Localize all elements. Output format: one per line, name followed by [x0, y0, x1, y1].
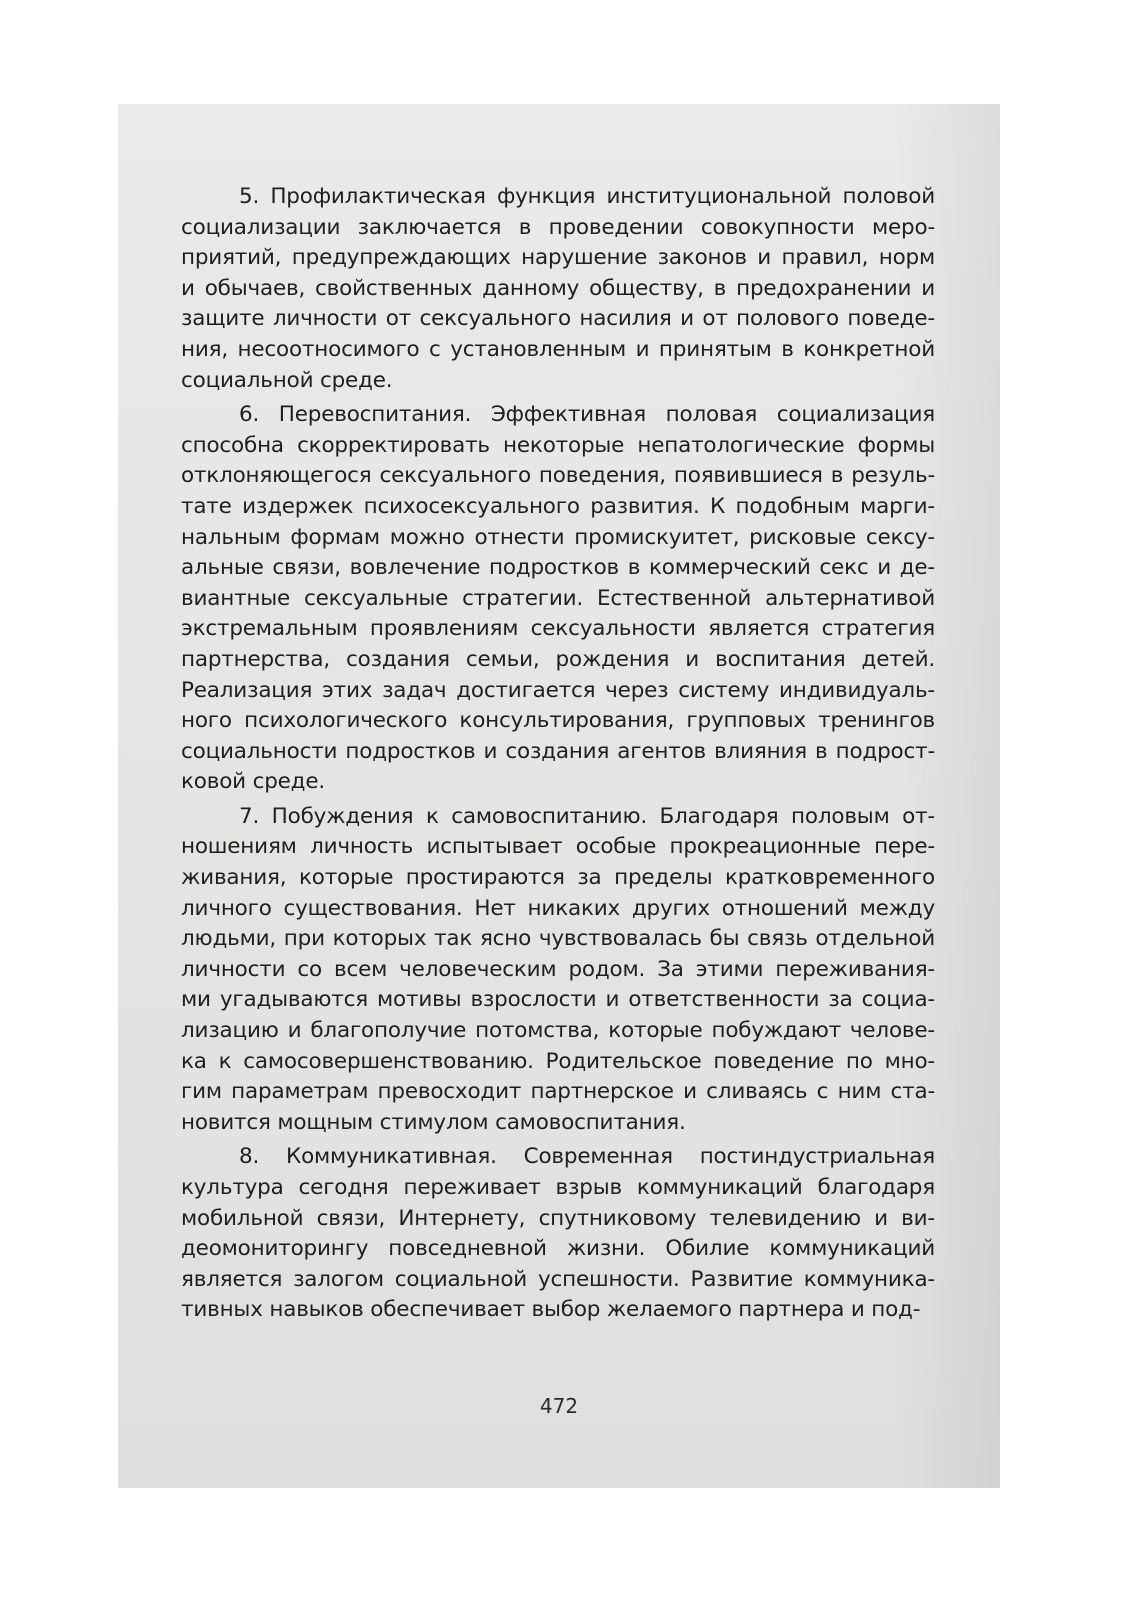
text-line: приятий, предупреждающих нарушение законов и правил, норм: [181, 245, 935, 271]
text-line: виантные сексуальные стратегии. Естественной альтернативой: [181, 585, 935, 611]
text-line: личного существования. Нет никаких других отношений между: [181, 895, 935, 921]
page-number: 472: [539, 1394, 579, 1418]
text-line: и обычаев, свойственных данному обществу, в предохранении и: [181, 275, 935, 301]
text-line: ношениям личность испытывает особые прокреационные пере-: [181, 834, 935, 860]
text-line: социальной среде.: [181, 367, 393, 393]
text-line: партнерства, создания семьи, рождения и воспитания детей.: [181, 646, 935, 672]
text-line: 8. Коммуникативная. Современная постиндустриальная: [239, 1144, 935, 1170]
text-line: личности со всем человеческим родом. За этими переживания-: [181, 956, 935, 982]
text-line: Реализация этих задач достигается через систему индивидуаль-: [181, 677, 935, 703]
text-line: альные связи, вовлечение подростков в коммерческий секс и де-: [181, 555, 935, 581]
text-line: ми угадываются мотивы взрослости и ответственности за социа-: [181, 987, 935, 1013]
text-line: 6. Перевоспитания. Эффективная половая социализация: [239, 402, 935, 428]
text-line: тивных навыков обеспечивает выбор желаемого партнера и под-: [181, 1297, 921, 1323]
text-line: ния, несоотносимого с установленным и принятым в конкретной: [181, 336, 935, 362]
text-line: защите личности от сексуального насилия и от полового поведе-: [181, 306, 935, 332]
text-line: нальным формам можно отнести промискуитет, рисковые сексу-: [181, 524, 935, 550]
text-line: способна скорректировать некоторые непатологические формы: [181, 432, 935, 458]
body-text: [181, 182, 935, 1326]
text-line: социализации заключается в проведении совокупности меро-: [181, 214, 935, 240]
paragraph: [181, 1142, 935, 1326]
text-line: ка к самосовершенствованию. Родительское поведение по мно-: [181, 1048, 935, 1074]
scanned-page: [118, 104, 1000, 1488]
text-line: тате издержек психосексуального развития. К подобным марги-: [181, 493, 935, 519]
text-line: социальности подростков и создания агентов влияния в подрост-: [181, 738, 935, 764]
text-line: является залогом социальной успешности. Развитие коммуника-: [181, 1266, 935, 1292]
text-line: новится мощным стимулом самовоспитания.: [181, 1109, 686, 1135]
paragraph: [181, 182, 935, 396]
text-line: ного психологического консультирования, групповых тренингов: [181, 708, 935, 734]
text-line: 5. Профилактическая функция институциональной половой: [239, 184, 935, 209]
text-line: 7. Побуждения к самовоспитанию. Благодаря половым от-: [239, 803, 935, 829]
text-line: мобильной связи, Интернету, спутниковому телевидению и ви-: [181, 1205, 935, 1231]
text-line: экстремальным проявлениям сексуальности является стратегия: [181, 616, 935, 642]
text-line: живания, которые простираются за пределы кратковременного: [181, 865, 935, 891]
text-line: людьми, при которых так ясно чувствовалась бы связь отдельной: [181, 926, 935, 952]
text-line: лизацию и благополучие потомства, которые побуждают челове-: [181, 1018, 935, 1044]
paragraph: [181, 400, 935, 798]
text-line: отклоняющегося сексуального поведения, появившиеся в резуль-: [181, 463, 935, 489]
text-line: деомониторингу повседневной жизни. Обилие коммуникаций: [181, 1236, 935, 1262]
text-line: ковой среде.: [181, 769, 325, 795]
text-line: гим параметрам превосходит партнерское и сливаясь с ним ста-: [181, 1079, 935, 1105]
paragraph: [181, 802, 935, 1139]
text-line: культура сегодня переживает взрыв коммуникаций благодаря: [181, 1175, 935, 1200]
